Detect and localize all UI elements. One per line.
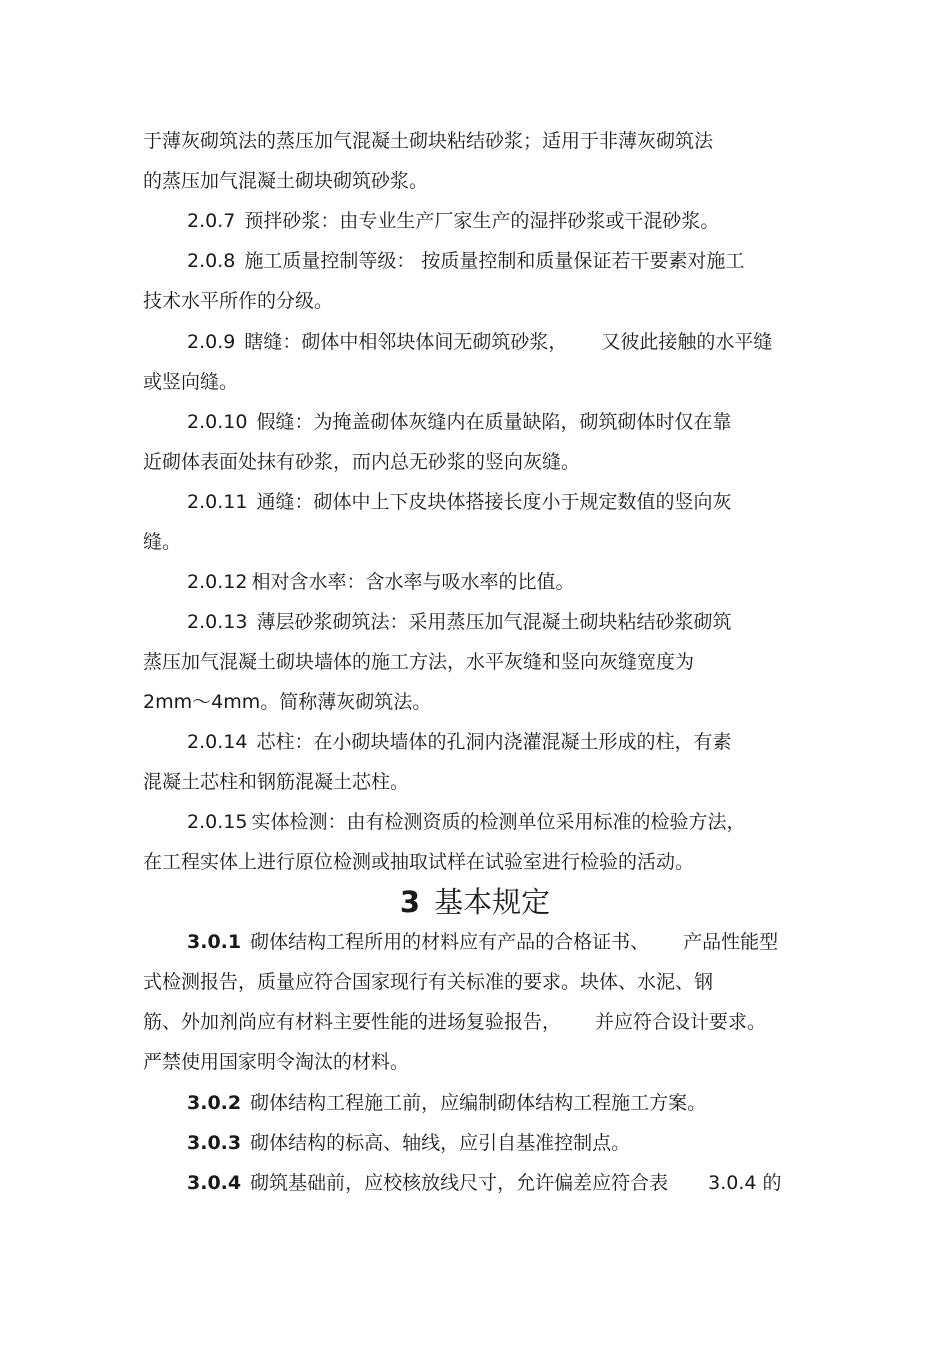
section-heading (0, 884, 950, 920)
clause-number: 2.0.15 (187, 811, 248, 833)
rule-3-0-4 (187, 1170, 782, 1196)
rule-3-0-1-cont-1: 式检测报告，质量应符合国家现行有关标准的要求。块体、水泥、钢 (143, 971, 714, 993)
rule-3-0-1 (187, 929, 778, 955)
section-number: 3 (399, 885, 421, 919)
clause-text: 砌体结构工程施工前，应编制砌体结构工程施工方案。 (250, 1092, 707, 1114)
clause-text: 假缝：为掩盖砌体灰缝内在质量缺陷，砌筑砌体时仅在靠 (256, 411, 732, 433)
clause-number: 2.0.8 (187, 250, 236, 272)
term-2-0-11 (187, 489, 731, 515)
clause-text: 相对含水率：含水率与吸水率的比值。 (251, 571, 575, 593)
clause-text: 筋、外加剂尚应有材料主要性能的进场复验报告， (143, 1011, 562, 1033)
clause-text: 通缝：砌体中上下皮块体搭接长度小于规定数值的竖向灰 (256, 491, 732, 513)
clause-text: 施工质量控制等级： 按质量控制和质量保证若干要素对施工 (244, 250, 745, 272)
rule-3-0-1-cont-2 (143, 1009, 766, 1035)
intro-line-2: 的蒸压加气混凝土砌块砌筑砂浆。 (143, 170, 429, 192)
term-2-0-15-cont: 在工程实体上进行原位检测或抽取试样在试验室进行检验的活动。 (143, 851, 695, 873)
clause-number: 3.0.1 (187, 931, 242, 953)
clause-number: 2.0.7 (187, 210, 236, 232)
clause-text: 砌体结构的标高、轴线，应引自基准控制点。 (250, 1132, 631, 1154)
clause-number: 2.0.9 (187, 331, 236, 353)
clause-text-2: 并应符合设计要求。 (595, 1011, 767, 1033)
term-2-0-9-cont: 或竖向缝。 (143, 371, 239, 393)
clause-text: 预拌砂浆：由专业生产厂家生产的湿拌砂浆或干混砂浆。 (244, 210, 720, 232)
clause-text: 实体检测：由有检测资质的检测单位采用标准的检验方法， (251, 811, 746, 833)
rule-3-0-2 (187, 1090, 706, 1116)
intro-line-1: 于薄灰砌筑法的蒸压加气混凝土砌块粘结砂浆；适用于非薄灰砌筑法 (143, 130, 714, 152)
term-2-0-10-cont: 近砌体表面处抹有砂浆，而内总无砂浆的竖向灰缝。 (143, 451, 581, 473)
clause-number: 3.0.4 (187, 1172, 242, 1194)
clause-text-2: 3.0.4 的 (708, 1172, 782, 1194)
clause-number: 2.0.12 (187, 571, 248, 593)
term-2-0-10 (187, 409, 731, 435)
clause-number: 3.0.3 (187, 1132, 242, 1154)
clause-text: 瞎缝：砌体中相邻块体间无砌筑砂浆， (244, 331, 568, 353)
rule-3-0-1-cont-3: 严禁使用国家明令淘汰的材料。 (143, 1051, 410, 1073)
clause-number: 2.0.10 (187, 411, 248, 433)
clause-text-2: 产品性能型 (683, 931, 779, 953)
term-2-0-8 (187, 248, 744, 274)
clause-text: 砌体结构工程所用的材料应有产品的合格证书、 (250, 931, 650, 953)
clause-number: 2.0.14 (187, 731, 248, 753)
clause-text: 砌筑基础前，应校核放线尺寸，允许偏差应符合表 (250, 1172, 669, 1194)
term-2-0-14-cont: 混凝土芯柱和钢筋混凝土芯柱。 (143, 771, 410, 793)
term-2-0-14 (187, 729, 731, 755)
term-2-0-8-cont: 技术水平所作的分级。 (143, 290, 334, 312)
term-2-0-13-cont-1: 蒸压加气混凝土砌块墙体的施工方法，水平灰缝和竖向灰缝宽度为 (143, 651, 695, 673)
term-2-0-9 (187, 329, 772, 355)
clause-number: 2.0.11 (187, 491, 248, 513)
clause-number: 3.0.2 (187, 1092, 242, 1114)
clause-text-2: 又彼此接触的水平缝 (601, 331, 773, 353)
term-2-0-13 (187, 609, 731, 635)
term-2-0-13-cont-2: 2mm～4mm。简称薄灰砌筑法。 (143, 691, 432, 713)
section-title: 基本规定 (434, 885, 551, 919)
clause-text: 薄层砂浆砌筑法：采用蒸压加气混凝土砌块粘结砂浆砌筑 (256, 611, 732, 633)
term-2-0-12 (187, 569, 574, 595)
term-2-0-11-cont: 缝。 (143, 531, 182, 553)
term-2-0-15 (187, 809, 745, 835)
clause-number: 2.0.13 (187, 611, 248, 633)
clause-text: 芯柱：在小砌块墙体的孔洞内浇灌混凝土形成的柱，有素 (256, 731, 732, 753)
term-2-0-7 (187, 208, 719, 234)
rule-3-0-3 (187, 1130, 630, 1156)
